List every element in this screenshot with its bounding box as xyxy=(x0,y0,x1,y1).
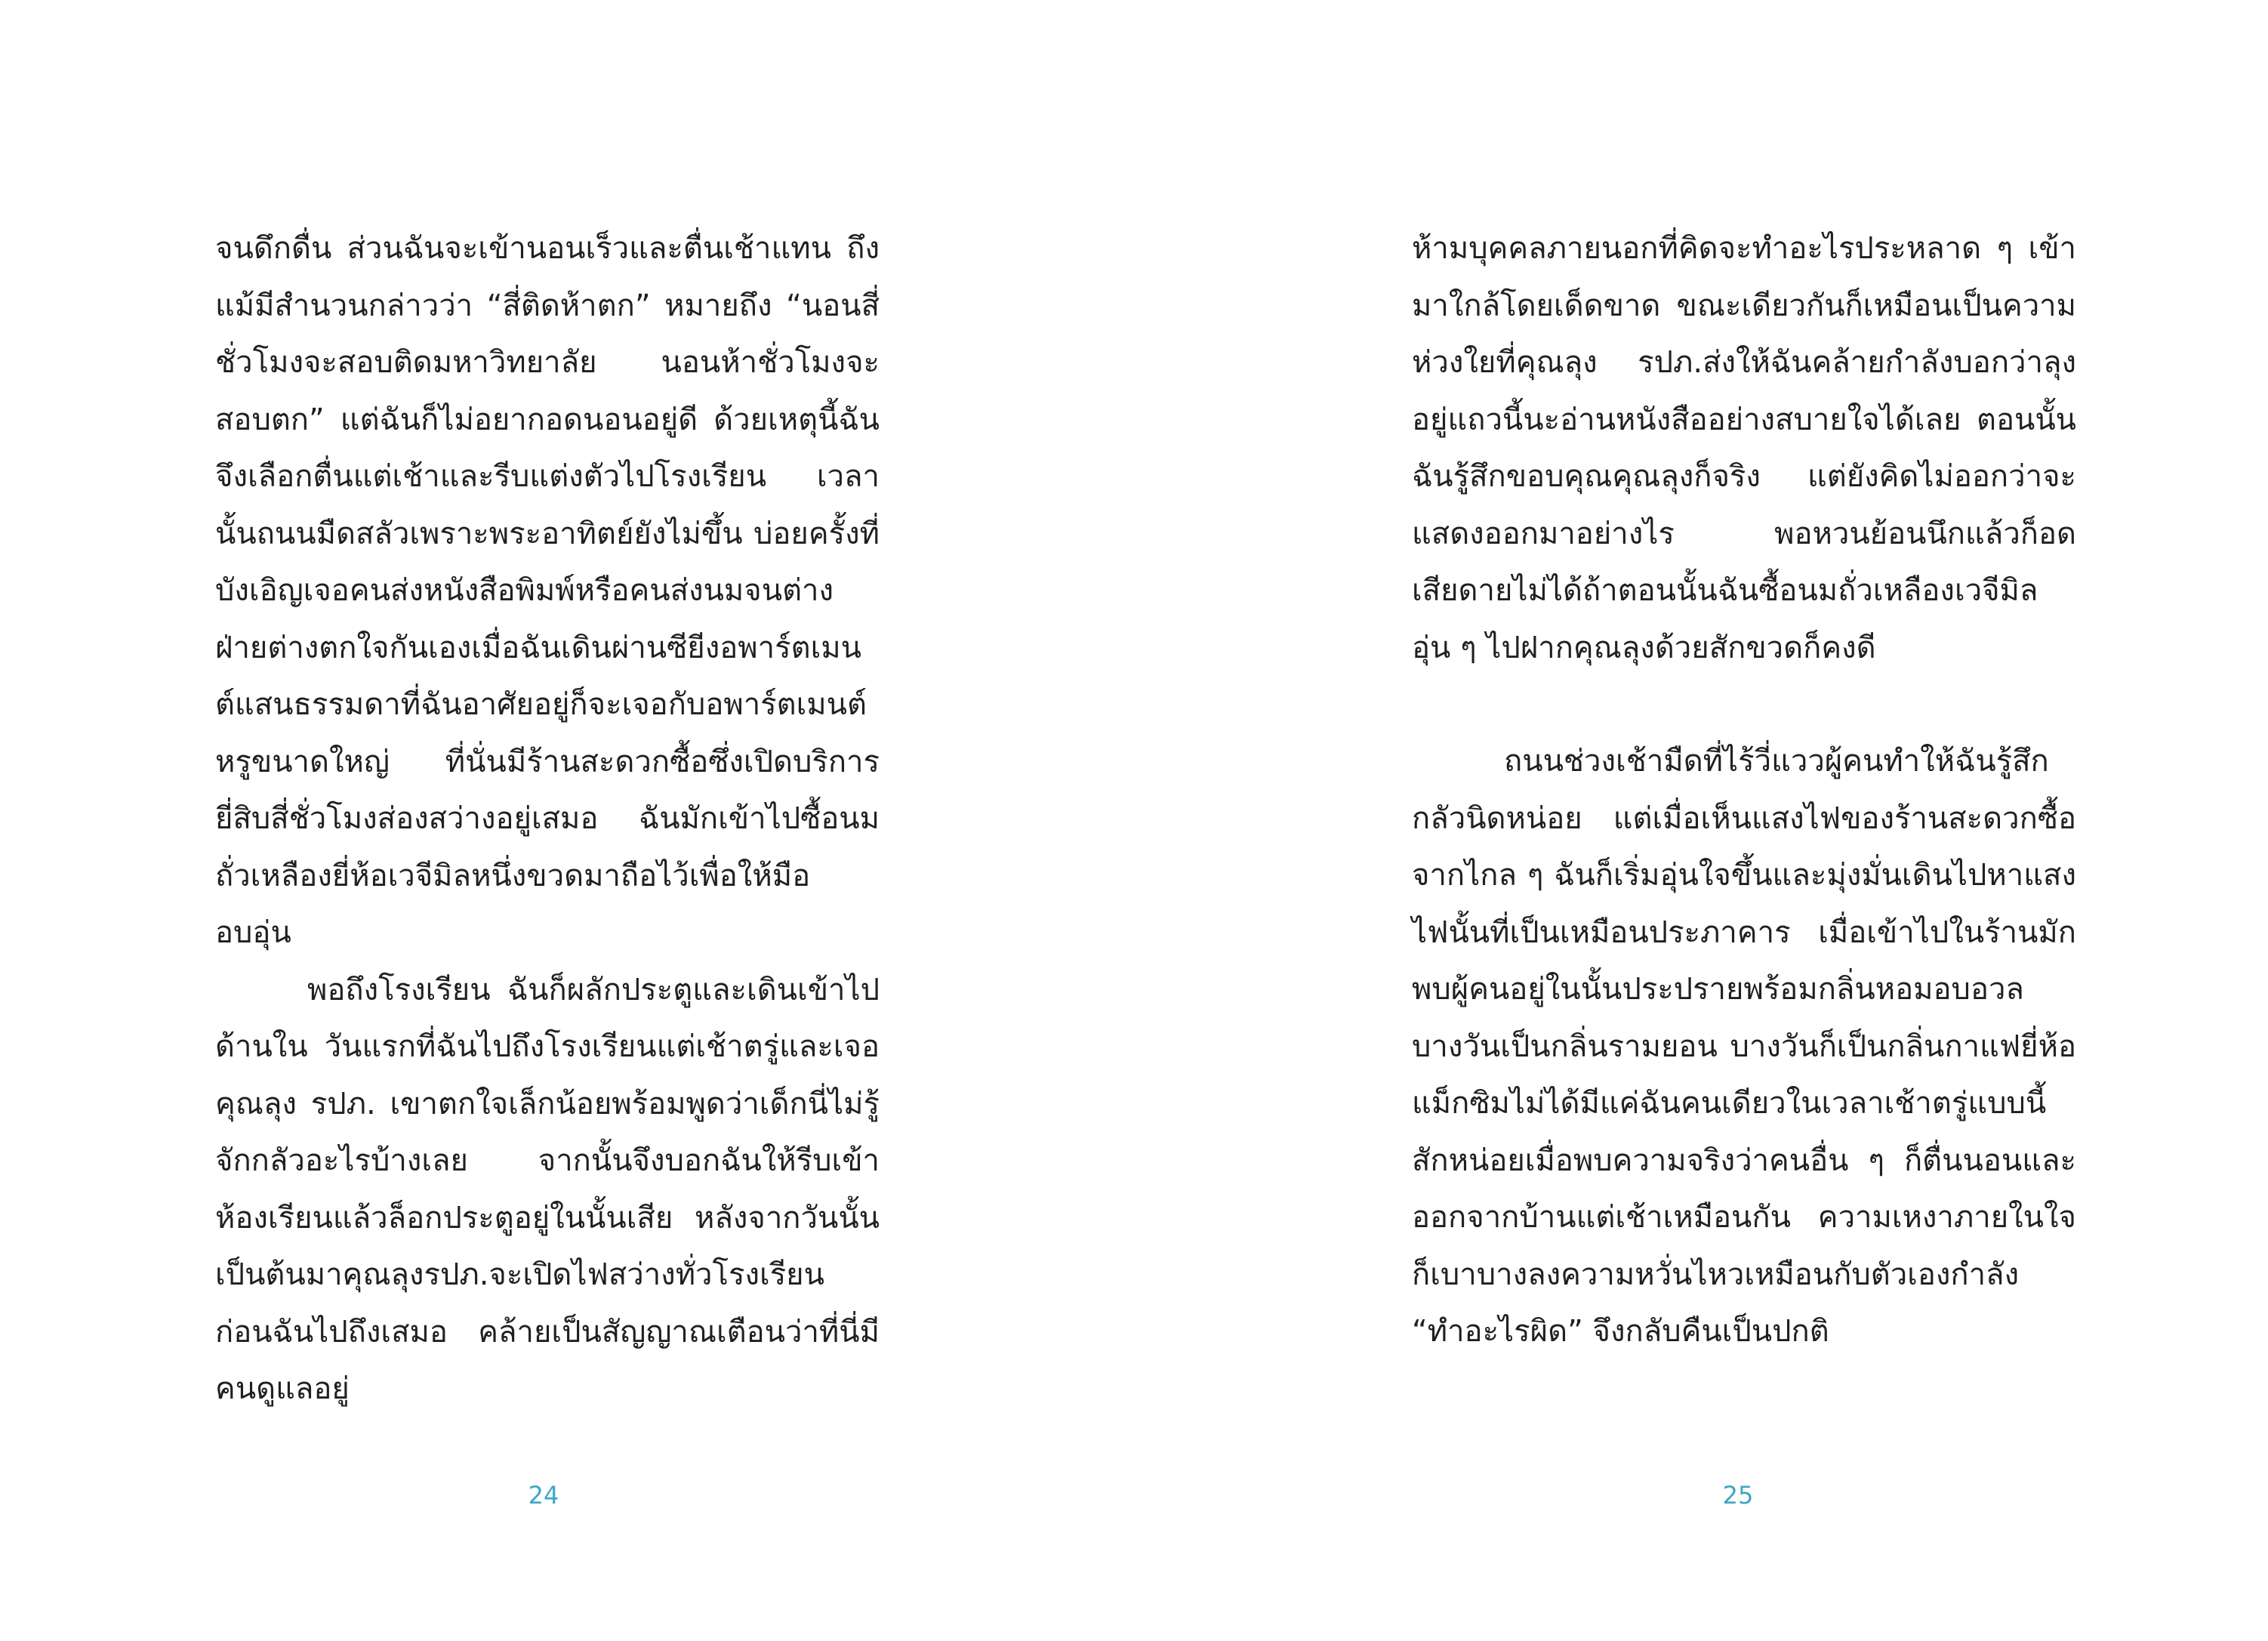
right-page xyxy=(1134,0,2268,1641)
paragraph: พอถึงโรงเรียน ฉันก็ผลักประตูและเดินเข้าไปด้านใน วันแรกที่ฉันไปถึงโรงเรียนแต่เช้าตรู่และเจอคุณลุง รปภ. เขาตกใจเล็กน้อยพร้อมพูดว่าเด็กนี่ไม่รู้จักกลัวอะไรบ้างเลย จากนั้นจึงบอกฉันให้รีบเข้าห้องเรียนแล้วล็อกประตูอยู่ในนั้นเสีย หลังจากวันนั้นเป็นต้นมาคุณลุงรปภ.จะเปิดไฟสว่างทั่วโรงเรียนก่อนฉันไปถึงเสมอ คล้ายเป็นสัญญาณเตือนว่าที่นี่มีคนดูแลอยู่ xyxy=(215,972,880,1406)
paragraph: จนดึกดื่น ส่วนฉันจะเข้านอนเร็วและตื่นเช้าแทน ถึงแม้มีสำนวนกล่าวว่า “สี่ติดห้าตก” หมายถึง “นอนสี่ชั่วโมงจะสอบติดมหาวิทยาลัย นอนห้าชั่วโมงจะสอบตก” แต่ฉันก็ไม่อยากอดนอนอยู่ดี ด้วยเหตุนี้ฉันจึงเลือกตื่นแต่เช้าและรีบแต่งตัวไปโรงเรียน เวลานั้นถนนมืดสลัวเพราะพระอาทิตย์ยังไม่ขึ้น บ่อยครั้งที่บังเอิญเจอคนส่งหนังสือพิมพ์หรือคนส่งนมจนต่างฝ่ายต่างตกใจกันเองเมื่อฉันเดินผ่านซียีงอพาร์ตเมนต์แสนธรรมดาที่ฉันอาศัยอยู่ก็จะเจอกับอพาร์ตเมนต์หรูขนาดใหญ่ ที่นั่นมีร้านสะดวกซื้อซึ่งเปิดบริการยี่สิบสี่ชั่วโมงส่องสว่างอยู่เสมอ ฉันมักเข้าไปซื้อนมถั่วเหลืองยี่ห้อเวจีมิลหนึ่งขวดมาถือไว้เพื่อให้มืออบอุ่น xyxy=(215,231,880,950)
right-page-text xyxy=(1412,221,2076,1361)
paragraph: ห้ามบุคคลภายนอกที่คิดจะทำอะไรประหลาด ๆ เข้ามาใกล้โดยเด็ดขาด ขณะเดียวกันก็เหมือนเป็นความห่วงใยที่คุณลุง รปภ.ส่งให้ฉันคล้ายกำลังบอกว่าลุงอยู่แถวนี้นะอ่านหนังสืออย่างสบายใจได้เลย ตอนนั้นฉันรู้สึกขอบคุณคุณลุงก็จริง แต่ยังคิดไม่ออกว่าจะแสดงออกมาอย่างไร พอหวนย้อนนึกแล้วก็อดเสียดายไม่ได้ถ้าตอนนั้นฉันซื้อนมถั่วเหลืองเวจีมิลอุ่น ๆ ไปฝากคุณลุงด้วยสักขวดก็คงดี xyxy=(1412,231,2076,665)
page-number-left: 24 xyxy=(528,1481,559,1510)
left-page-text xyxy=(215,221,880,1418)
paragraph: ถนนช่วงเช้ามืดที่ไร้วี่แววผู้คนทำให้ฉันรู้สึกกลัวนิดหน่อย แต่เมื่อเห็นแสงไฟของร้านสะดวกซื้อจากไกล ๆ ฉันก็เริ่มอุ่นใจขึ้นและมุ่งมั่นเดินไปหาแสงไฟนั้นที่เป็นเหมือนประภาคาร เมื่อเข้าไปในร้านมักพบผู้คนอยู่ในนั้นประปรายพร้อมกลิ่นหอมอบอวล บางวันเป็นกลิ่นรามยอน บางวันก็เป็นกลิ่นกาแฟยี่ห้อแม็กซิมไม่ได้มีแค่ฉันคนเดียวในเวลาเช้าตรู่แบบนี้สักหน่อยเมื่อพบความจริงว่าคนอื่น ๆ ก็ตื่นนอนและออกจากบ้านแต่เช้าเหมือนกัน ความเหงาภายในใจก็เบาบางลงความหวั่นไหวเหมือนกับตัวเองกำลัง “ทำอะไรผิด” จึงกลับคืนเป็นปกติ xyxy=(1412,744,2076,1349)
page-number-right: 25 xyxy=(1722,1481,1754,1510)
